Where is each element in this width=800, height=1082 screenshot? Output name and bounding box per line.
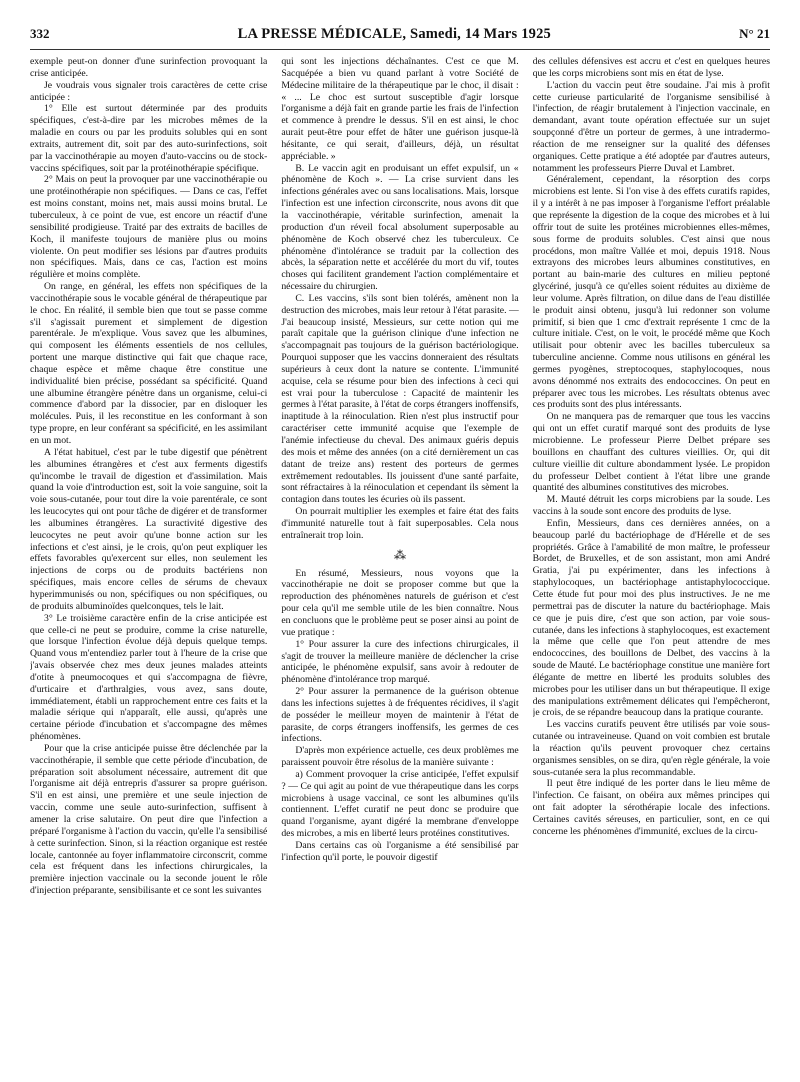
paragraph: On ne manquera pas de remarquer que tous les vaccins qui ont un effet curatif marqué sont des produits de lyse microbienne. Le professeur Pierre Delbet prépare ses bouillons en chauffant des cultures vieillies. Or, qui dit culture vieillie dit culture abondamment lysée. Le propidon du professeur Delbet contient à l'état libre une grande quantité des albumines constitutives des microbes. [532, 411, 770, 494]
paragraph: Généralement, cependant, la résorption des corps microbiens est lente. Si l'on vise à des effets curatifs rapides, il y a intérêt à ne pas imposer à l'organisme l'effort préalable que représente la digestion de la coque des microbes et à lui offrir tout de suite les protéines microbiennes elles-mêmes, sous forme de produits solubles. C'est ainsi que nous procédons, mon maître Vallée et moi, depuis 1918. Nous extrayons des microbes leurs albumines constitutives, en portant au bain-marie des cultures en milieu peptoné glycériné, jusqu'à ce qu'elles soient réduites au dixième de leur volume. Après filtration, on dilue dans de l'eau distillée le produit ainsi obtenu, jusqu'à lui redonner son volume primitif, si bien que 1 cmc d'extrait représente 1 cmc de la culture initiale. C'est, on le voit, le procédé même que Koch utilisait pour obtenir avec les bacilles tuberculeux sa tuberculine ancienne. Comme nous utilisons en général les germes pyogènes, streptocoques, staphylocoques, nous avons dénommé nos extraits des endococcines. On peut en préparer avec tous les microbes. Les résultats obtenus avec ces produits sont des plus intéressants. [532, 174, 770, 411]
paragraph: L'action du vaccin peut être soudaine. J'ai mis à profit cette curieuse particularité de l'organisme sensibilisé à l'infection, de réagir brutalement à l'injection vaccinale, en demandant, avant toute opération effectuée sur un sujet soupçonné d'être un porteur de germes, à une intradermo-réaction de me renseigner sur la qualité des défenses organiques. Cette pratique a été adoptée par d'autres auteurs, notamment les professeurs Pierre Duval et Lambret. [532, 79, 770, 174]
article-columns [30, 56, 770, 1066]
paragraph: A l'état habituel, c'est par le tube digestif que pénètrent les albumines étrangères et c'est aux ferments digestifs qu'incombe le travail de digestion et d'assimilation. Mais quand la voie d'introduction est, soit la voie sanguine, soit la voie sous-cutanée, pour tout dire la voie parentérale, ce sont les leucocytes qui ont pour tâche de digérer et de transformer les albumines étrangères. La suractivité digestive des leucocytes ne peut avoir qu'une bonne action sur les infections et c'est ainsi, je le crois, qu'on peut expliquer les effets favorables qu'exercent sur elles, non seulement les injections de corps ou de produits bactériens non spécifiques, mais encore celles de sérums de chevaux hyperimmunisés ou non, spécifiques ou non spécifiques, ou de produits albuminoïdes quelconques, tels le lait. [30, 446, 268, 612]
paragraph: 2° Pour assurer la permanence de la guérison obtenue dans les infections sujettes à de fréquentes récidives, il s'agit de posséder le meilleur moyen de maintenir à l'état de parasite, de corps étrangers inoffensifs, les germes de ces infections. [281, 686, 519, 745]
paragraph: C. Les vaccins, s'ils sont bien tolérés, amènent non la destruction des microbes, mais leur retour à l'état parasite. — J'ai beaucoup insisté, Messieurs, sur cette notion qui me paraît capitale que la guérison clinique d'une infection ne s'accompagnait pas toujours de la guérison bactériologique. Pourquoi supposer que les vaccins donneraient des résultats supérieurs à ceux dont la nature se contente. L'immunité acquise, cela se résume pour bien des infections à ceci qui est vrai pour la tuberculose : Capacité de maintenir les germes à l'état parasite, à l'état de corps étrangers inoffensifs, inaptitude à la réinoculation. Rien n'est plus instructif pour caractériser cette immunité acquise que l'exemple de l'anémie infectieuse du cheval. Des animaux guéris depuis des mois et même des années (on a cité dernièrement un cas datant de treize ans) restent des porteurs de germes extrêmement redoutables. Ils jouissent d'une santé parfaite, sont réfractaires à la réinoculation et cependant ils sèment la contagion dans toutes les écuries où ils passent. [281, 292, 519, 506]
paragraph: des cellules défensives est accru et c'est en quelques heures que les corps microbiens sont mis en état de lyse. [532, 56, 770, 79]
paragraph: 1° Pour assurer la cure des infections chirurgicales, il s'agit de trouver la meilleure manière de déclencher la crise anticipée, le phénomène expulsif, sans avoir à redouter de phénomène d'intolérance trop marqué. [281, 638, 519, 686]
paragraph: Dans certains cas où l'organisme a été sensibilisé par l'infection qu'il porte, le pouvoir digestif [281, 840, 519, 863]
paragraph: a) Comment provoquer la crise anticipée, l'effet expulsif ? — Ce qui agit au point de vue thérapeutique dans les corps microbiens à usage vaccinal, ce sont les albumines qu'ils contiennent. L'effet curatif ne peut donc se produire que quand l'organisme, ayant digéré la membrane d'enveloppe des microbes, a mis en liberté leurs protéines constitutives. [281, 768, 519, 840]
paragraph: En résumé, Messieurs, nous voyons que la vaccinothérapie ne doit se proposer comme but que la reproduction des phénomènes naturels de guérison et c'est pour cela qu'il me semble utile de les bien connaître. Nous en concluons que le problème peut se poser ainsi au point de vue pratique : [281, 567, 519, 638]
paragraph: On pourrait multiplier les exemples et faire état des faits d'immunité naturelle tout à fait superposables. Cela nous entraînerait trop loin. [281, 506, 519, 541]
paragraph: 3° Le troisième caractère enfin de la crise anticipée est que celle-ci ne peut se produire, comme la crise naturelle, que lorsque l'infection évolue déjà depuis quelque temps. Quand vous m'entendiez parler tout à l'heure de la crise que j'avais observée chez mes deux jeunes malades atteints d'otite à pneumocoques et qui s'accompagna de fièvre, d'urticaire et d'arthralgies, vous avez, sans doute, immédiatement, établi un rapprochement entre ces faits et la maladie sérique qui n'apparaît, elle aussi, qu'après une certaine période d'incubation et s'accompagne des mêmes phénomènes. [30, 612, 268, 743]
page-number: 332 [30, 26, 50, 41]
paragraph: D'après mon expérience actuelle, ces deux problèmes me paraissent pouvoir être résolus de la manière suivante : [281, 745, 519, 769]
paragraph: 1° Elle est surtout déterminée par des produits spécifiques, c'est-à-dire par les microbes mêmes de la maladie en cours ou par les produits solubles qui en sont extraits, autrement dit, soit par des auto-surinfections, soit par la vaccinothérapie au moyen d'auto-vaccins ou de stock-vaccins spécifiques, soit par la protéinothérapie spécifique. [30, 103, 268, 174]
journal-title: LA PRESSE MÉDICALE, Samedi, 14 Mars 1925 [237, 26, 551, 42]
column-left [30, 56, 267, 1066]
paragraph: Enfin, Messieurs, dans ces dernières années, on a beaucoup parlé du bactériophage de d'Hérelle et de ses propriétés. Grâce à l'amabilité de mon maître, le professeur Bordet, de Bruxelles, et de son assistant, mon ami André Gratia, j'ai pu expérimenter, dans les infections à staphylocoques, un bactériophage antistaphylococcique. Cette étude fut pour moi des plus instructives. Je ne me permettrai pas de discuter la nature du bactériophage. Mais ce que je puis dire, c'est que son action, par voie sous-cutanée, dans les infections à staphylocoques, est exactement la même que celle que l'on peut attendre de mes endococcines, des bouillons de Delbet, des vaccins à la soude de Mauté. Le bactériophage constitue une manière fort élégante de mettre en liberté les produits solubles des microbes pour les utiliser dans un but thérapeutique. Il exige des manipulations extrêmement délicates qui l'empêcheront, je crois, de se répandre beaucoup dans la pratique courante. [532, 517, 770, 719]
paragraph: Je voudrais vous signaler trois caractères de cette crise anticipée : [30, 79, 268, 103]
column-middle [281, 56, 518, 1066]
paragraph: On range, en général, les effets non spécifiques de la vaccinothérapie sous le vocable général de thérapeutique par le choc. En réalité, il semble bien que tout se passe comme s'il s'agissait purement et simplement de digestion parentérale. Je m'explique. Vous savez que les albumines, qui composent les éléments essentiels de nos cellules, portent une marque distinctive qui fait que chaque race, chaque espèce et même chaque être constitue une individualité bien précise, possédant sa spécificité. Quand une albumine étrangère pénètre dans un organisme, celui-ci commence d'abord par la dissocier, par en disloquer les molécules. Puis, il les reconstitue en les conformant à son type propre, en leur conférant sa spécificité, en les assimilant en un mot. [30, 281, 268, 446]
paragraph: 2° Mais on peut la provoquer par une vaccinothérapie ou une protéinothérapie non spécifiques. — Dans ce cas, l'effet est moins constant, moins net, mais aussi moins brutal. Le tuberculeux, à ce point de vue, est encore un réactif d'une sensibilité prodigieuse. Traité par des extraits de bacilles de Koch, il manifeste toujours de manière plus ou moins violente. On peut modifier ses lésions par d'autres produits non spécifiques. Mais, dans ce cas, l'action est moins régulière et moins complète. [30, 174, 268, 281]
paragraph: exemple peut-on donner d'une surinfection provoquant la crise anticipée. [30, 56, 268, 79]
section-separator: ⁂ [393, 547, 406, 562]
paragraph: Les vaccins curatifs peuvent être utilisés par voie sous-cutanée ou intraveineuse. Quand on voit combien est brutale la réaction qu'ils peuvent provoquer chez certains organismes sensibles, on se dira, qu'en règle générale, la voie sous-cutanée sera la plus recommandable. [532, 719, 770, 778]
paragraph: M. Mauté détruit les corps microbiens par la soude. Les vaccins à la soude sont encore des produits de lyse. [532, 494, 770, 518]
paragraph: Il peut être indiqué de les porter dans le lieu même de l'infection. Ce faisant, on obéira aux mêmes principes qui ont fait adopter la sérothérapie locale des infections. Certaines cavités séreuses, en particulier, sont, en ce qui concerne les phénomènes d'immunité, exclues de la circu- [532, 778, 770, 837]
column-right [533, 56, 770, 1066]
paragraph: qui sont les injections déchaînantes. C'est ce que M. Sacquépée a bien vu quand parlant à votre Société de Médecine militaire de la thérapeutique par le choc, il disait : « ... Le choc est surtout susceptible d'agir lorsque l'organisme a déjà fait en grande partie les frais de l'infection et commence à prendre le dessus. S'il en est ainsi, le choc aurait peut-être pour effet de hâter une guérison jusque-là hésitante, ce qui serait, d'ailleurs, déjà, un résultat appréciable. » [281, 56, 519, 162]
header-rule [30, 49, 770, 50]
paragraph: B. Le vaccin agit en produisant un effet expulsif, un « phénomène de Koch ». — La crise survient dans les infections générales avec ou sans localisations. Mais, lorsque l'infection est une infection circonscrite, nous avons dit que la vaccinothérapie, véritable surinfection, amenait la production d'un réveil focal absolument superposable au phénomène de Koch observé chez les tuberculeux. Ce phénomène d'intolérance se traduit par la collection des abcès, la séparation nette et accélérée du mort du vif, toutes choses qui facilitent grandement l'action complémentaire et nécessaire du chirurgien. [281, 162, 519, 293]
issue-number: N° 21 [739, 26, 770, 41]
page-header [30, 26, 770, 50]
paragraph: Pour que la crise anticipée puisse être déclenchée par la vaccinothérapie, il semble que cette période d'incubation, de préparation soit absolument nécessaire, autrement dit que l'organisme ait déjà entrepris d'assurer sa propre guérison. S'il en est ainsi, une première et une seule injection de vaccin, comme une seule auto-surinfection, suffisent à amener la crise salutaire. On peut dire que l'infection a préparé l'organisme à l'action du vaccin, qu'elle l'a sensibilisé à cette surinfection. Sinon, si la réaction organique est restée locale, cantonnée au foyer inflammatoire circonscrit, comme cela est fréquent dans les infections chirurgicales, la première injection vaccinale ou la seconde jouent le rôle d'injection préparante, sensibilisante et ce sont les suivantes [30, 742, 268, 897]
